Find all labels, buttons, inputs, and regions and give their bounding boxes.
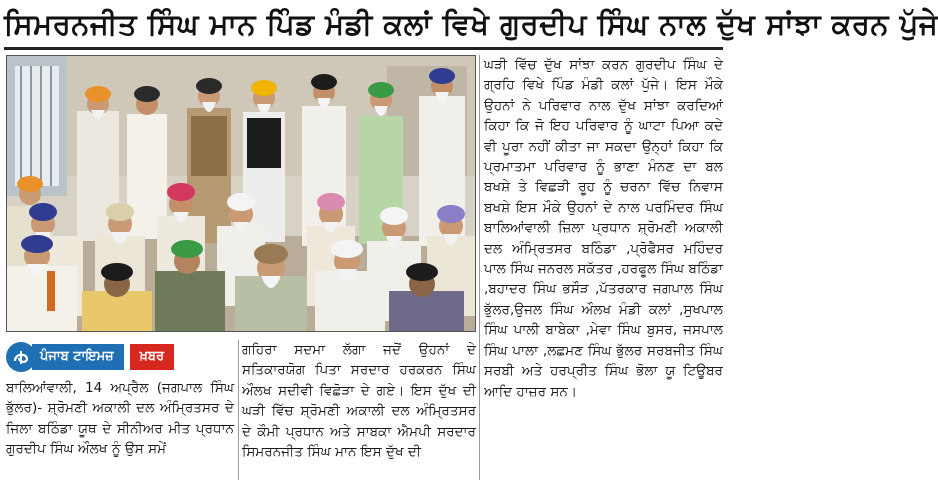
- news-tag: ਖ਼ਬਰ: [130, 344, 174, 370]
- group-photo-drawing: [7, 56, 475, 331]
- newspaper-brand: [6, 340, 234, 374]
- headline: ਸਿਮਰਨਜੀਤ ਸਿੰਘ ਮਾਨ ਪਿੰਡ ਮੰਡੀ ਕਲਾਂ ਵਿਖੇ ਗੁਰਦੀਪ ਸਿੰਘ ਨਾਲ ਦੁੱਖ ਸਾਂਝਾ ਕਰਨ ਪੁੱਜੇ: [4, 7, 938, 41]
- column-divider-right: [479, 55, 480, 480]
- brand-name: ਪੰਜਾਬ ਟਾਇਮਜ਼: [32, 344, 124, 370]
- article-column-1: ਬਾਲਿਆਂਵਾਲੀ, 14 ਅਪ੍ਰੈਲ (ਜਗਪਾਲ ਸਿੰਘ ਭੁੱਲਰ)- ਸ਼੍ਰੋਮਣੀ ਅਕਾਲੀ ਦਲ ਅੰਮ੍ਰਿਤਸਰ ਦੇ ਜਿਲਾ ਬਠਿੰਡਾ ਯੂਥ ਦੇ ਸੀਨੀਅਰ ਮੀਤ ਪ੍ਰਧਾਨ ਗੁਰਦੀਪ ਸਿੰਘ ਔਲਖ ਨੂੰ ਉਸ ਸਮੇਂ: [6, 380, 234, 458]
- article-column-3: ਘੜੀ ਵਿੱਚ ਦੁੱਖ ਸਾਂਝਾ ਕਰਨ ਗੁਰਦੀਪ ਸਿੰਘ ਦੇ ਗ੍ਰਹਿ ਵਿਖੇ ਪਿੰਡ ਮੰਡੀ ਕਲਾਂ ਪੁੱਜੇ। ਇਸ ਮੌਕੇ ਉਹਨਾਂ ਨੇ ਪਰਿਵਾਰ ਨਾਲ ਦੁੱਖ ਸਾਂਝਾ ਕਰਦਿਆਂ ਕਿਹਾ ਕਿ ਜੋ ਇਹ ਪਰਿਵਾਰ ਨੂੰ ਘਾਟਾ ਪਿਆ ਕਦੇ ਵੀ ਪੂਰਾ ਨਹੀਂ ਕੀਤਾ ਜਾ ਸਕਦਾ ਉਨ੍ਹਾਂ ਕਿਹਾ ਕਿ ਪ੍ਰਮਾਤਮਾ ਪਰਿਵਾਰ ਨੂੰ ਭਾਣਾ ਮੰਨਣ ਦਾ ਬਲ ਬਖਸ਼ੇ ਤੇ ਵਿਛੜੀ ਰੂਹ ਨੂੰ ਚਰਨਾ ਵਿੱਚ ਨਿਵਾਸ ਬਖਸ਼ੇ ਇਸ ਮੌਕੇ ਉਹਨਾਂ ਦੇ ਨਾਲ ਪਰਮਿੰਦਰ ਸਿੰਘ ਬਾਲਿਆਂਵਾਲੀ ਜ਼ਿਲਾ ਪ੍ਰਧਾਨ ਸ਼੍ਰੋਮਣੀ ਅਕਾਲੀ ਦਲ ਅੰਮ੍ਰਿਤਸਰ ਬਠਿੰਡਾ ,ਪ੍ਰੋਫੈਸਰ ਮਹਿੰਦਰ ਪਾਲ ਸਿੰਘ ਜਨਰਲ ਸਕੱਤਰ ,ਹਰਫੂਲ ਸਿੰਘ ਬਠਿੰਡਾ ,ਬਹਾਦਰ ਸਿੰਘ ਭਸੌੜ ,ਪੱਤਰਕਾਰ ਜਗਪਾਲ ਸਿੰਘ ਭੁੱਲਰ,ਉਜਲ ਸਿੰਘ ਔਲਖ ਮੰਡੀ ਕਲਾਂ ,ਸੁਖਪਾਲ ਸਿੰਘ ਪਾਲੀ ਬਾਬੇਕਾ ,ਮੇਵਾ ਸਿੰਘ ਬੁਸਰ, ਜਸਪਾਲ ਸਿੰਘ ਪਾਲਾ ,ਲਛਮਣ ਸਿੰਘ ਭੁੱਲਰ ਸਰਬਜੀਤ ਸਿੰਘ ਸਰਬੀ ਅਤੇ ਹਰਪ੍ਰੀਤ ਸਿੰਘ ਭੋਲਾ ਯੂ ਟਿਊਬਰ ਆਦਿ ਹਾਜ਼ਰ ਸਨ।: [484, 57, 723, 400]
- news-photo: [6, 55, 476, 332]
- column-divider-left: [238, 340, 239, 480]
- headline-rule: [4, 47, 723, 50]
- article-column-2: ਗਹਿਰਾ ਸਦਮਾ ਲੱਗਾ ਜਦੋਂ ਉਹਨਾਂ ਦੇ ਸਤਿਕਾਰਯੋਗ ਪਿਤਾ ਸਰਦਾਰ ਹਰਕਰਨ ਸਿੰਘ ਔਲਖ ਸਦੀਵੀ ਵਿਛੋੜਾ ਦੇ ਗਏ। ਇਸ ਦੁੱਖ ਦੀ ਘੜੀ ਵਿੱਚ ਸ਼੍ਰੋਮਣੀ ਅਕਾਲੀ ਦਲ ਅੰਮ੍ਰਿਤਸਰ ਦੇ ਕੌਮੀ ਪ੍ਰਧਾਨ ਅਤੇ ਸਾਬਕਾ ਐਮਪੀ ਸਰਦਾਰ ਸਿਮਰਨਜੀਤ ਸਿੰਘ ਮਾਨ ਇਸ ਦੁੱਖ ਦੀ: [242, 342, 476, 461]
